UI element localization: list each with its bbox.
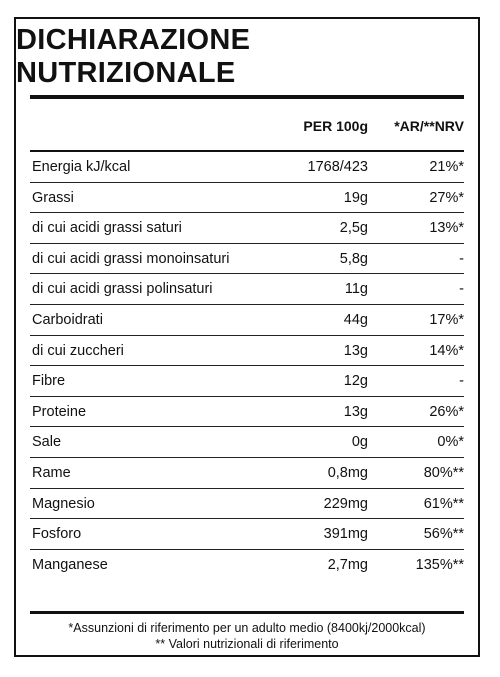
nutrient-ar-nrv: 14%* — [429, 342, 464, 359]
nutrient-ar-nrv: 135%** — [415, 556, 464, 573]
nutrient-name: di cui acidi grassi polinsaturi — [32, 281, 213, 298]
nutrient-name: di cui acidi grassi saturi — [32, 220, 182, 237]
table-row — [30, 274, 464, 305]
nutrient-per-100g: 391mg — [323, 526, 368, 543]
nutrient-ar-nrv: 17%* — [429, 311, 464, 328]
table-row — [30, 550, 464, 580]
table-row — [30, 244, 464, 275]
nutrient-name: Proteine — [32, 403, 87, 420]
nutrient-ar-nrv: 13%* — [429, 220, 464, 237]
table-row — [30, 519, 464, 550]
table-row — [30, 152, 464, 183]
footnote-reference-intake: *Assunzioni di riferimento per un adulto medio (8400kj/2000kcal) — [68, 621, 426, 635]
title-divider — [30, 95, 464, 99]
footer-divider — [30, 611, 464, 614]
nutrient-name: Fibre — [32, 373, 66, 390]
nutrition-label — [14, 17, 480, 657]
nutrient-name: di cui acidi grassi monoinsaturi — [32, 250, 230, 267]
nutrient-per-100g: 2,7mg — [327, 556, 368, 573]
nutrient-ar-nrv: 27%* — [429, 189, 464, 206]
nutrition-table — [30, 152, 464, 579]
nutrient-per-100g: 11g — [344, 281, 368, 298]
nutrient-ar-nrv: - — [459, 373, 464, 390]
table-row — [30, 213, 464, 244]
footnote-nrv: ** Valori nutrizionali di riferimento — [155, 637, 339, 651]
nutrient-per-100g: 0g — [351, 434, 368, 451]
label-title: DICHIARAZIONE NUTRIZIONALE — [16, 24, 251, 89]
nutrient-ar-nrv: - — [459, 250, 464, 267]
nutrient-per-100g: 44g — [343, 311, 368, 328]
table-row — [30, 305, 464, 336]
nutrient-per-100g: 1768/423 — [307, 159, 368, 175]
column-header-per-100g: PER 100g — [303, 118, 368, 134]
nutrient-ar-nrv: 80%** — [423, 464, 464, 481]
nutrient-per-100g: 13g — [343, 342, 368, 359]
nutrient-per-100g: 5,8g — [339, 250, 368, 267]
nutrient-name: di cui zuccheri — [32, 342, 124, 359]
nutrient-name: Magnesio — [32, 495, 95, 512]
nutrient-name: Carboidrati — [32, 311, 103, 328]
table-row — [30, 336, 464, 367]
nutrient-name: Grassi — [32, 189, 74, 206]
nutrient-name: Energia kJ/kcal — [32, 159, 131, 175]
table-row — [30, 458, 464, 489]
nutrient-name: Manganese — [32, 556, 108, 573]
nutrient-per-100g: 19g — [343, 189, 368, 206]
table-row — [30, 397, 464, 428]
nutrient-name: Sale — [32, 434, 62, 451]
nutrient-per-100g: 229mg — [323, 495, 368, 512]
nutrient-ar-nrv: 26%* — [429, 403, 464, 420]
nutrient-ar-nrv: 61%** — [423, 495, 464, 512]
nutrient-name: Fosforo — [32, 526, 82, 543]
nutrient-name: Rame — [32, 464, 71, 481]
nutrient-per-100g: 2,5g — [339, 220, 368, 237]
table-row — [30, 366, 464, 397]
column-header-ar-nrv: *AR/**NRV — [394, 118, 464, 134]
table-row — [30, 427, 464, 458]
table-row — [30, 489, 464, 520]
nutrient-ar-nrv: 21%* — [429, 159, 464, 175]
table-row — [30, 183, 464, 214]
nutrient-ar-nrv: 0%* — [437, 434, 464, 451]
nutrient-ar-nrv: - — [459, 281, 464, 298]
nutrient-ar-nrv: 56%** — [423, 526, 464, 543]
nutrient-per-100g: 0,8mg — [327, 464, 368, 481]
nutrient-per-100g: 13g — [343, 403, 368, 420]
nutrient-per-100g: 12g — [343, 373, 368, 390]
